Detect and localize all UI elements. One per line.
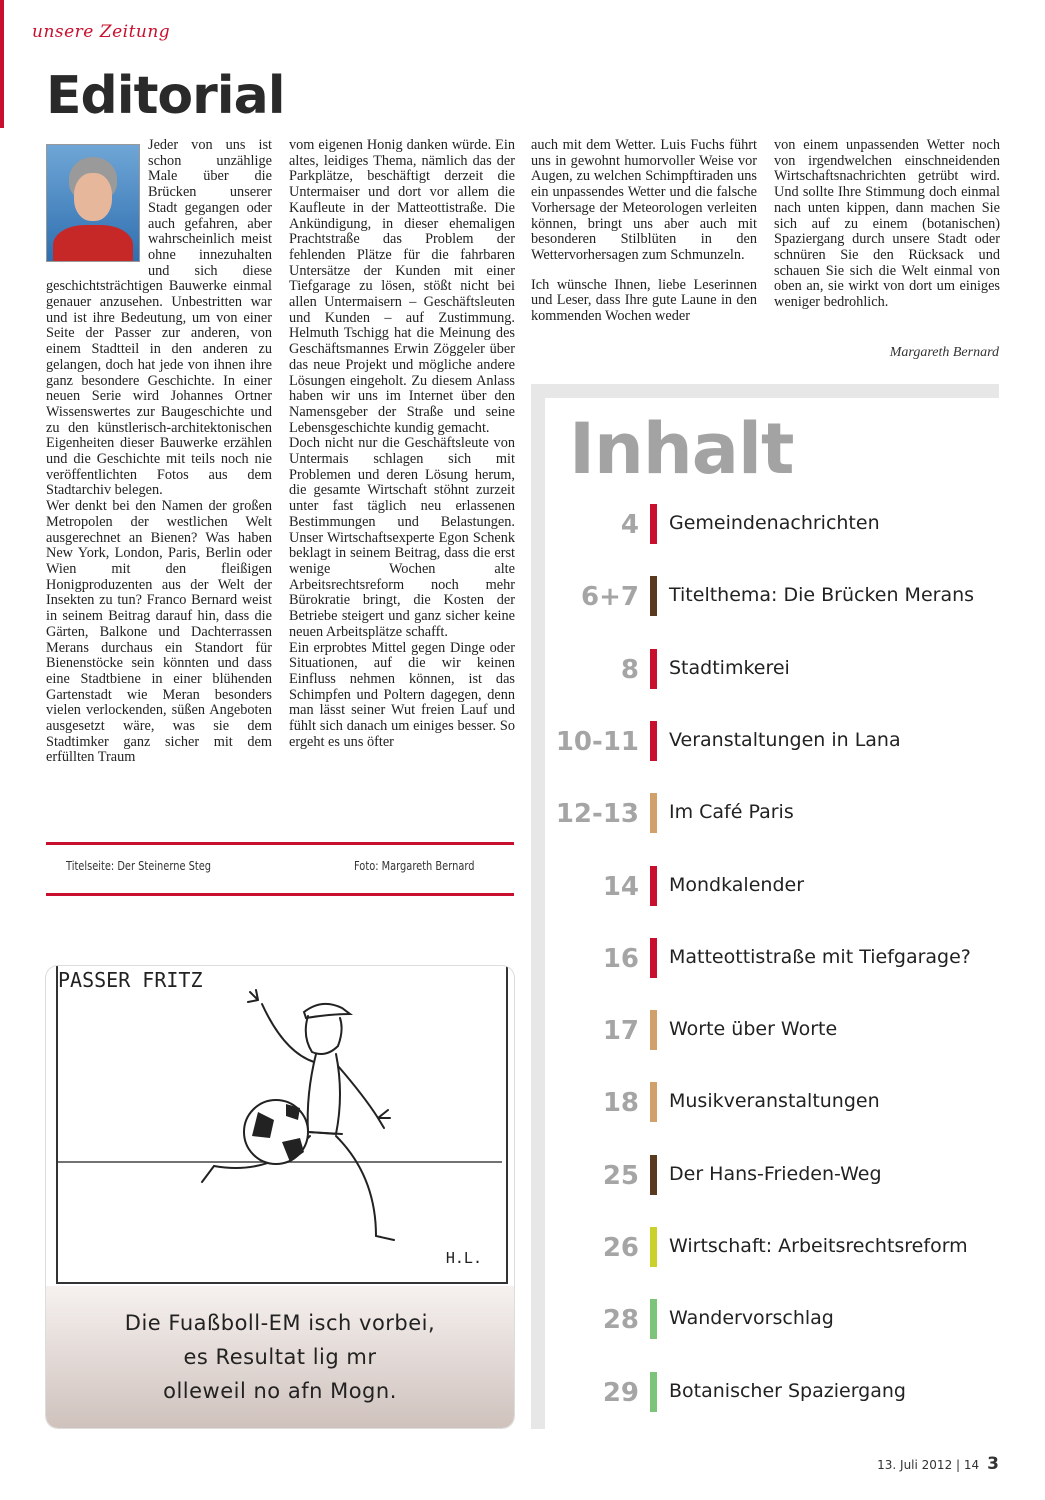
cartoon-caption-line: olleweil no afn Mogn. (163, 1379, 397, 1403)
toc-color-bar (650, 938, 657, 978)
toc-item[interactable] (545, 576, 999, 616)
brand-logo: unsere Zeitung (32, 22, 171, 42)
toc-label: Botanischer Spaziergang (669, 1379, 906, 1402)
editorial-paragraph: Ich wünsche Ihnen, liebe Leserinnen und Leser, dass Ihre gute Laune in den kommenden Wochen weder (531, 276, 757, 325)
editorial-paragraph: auch mit dem Wetter. Luis Fuchs führt uns in gewohnt humorvoller Weise vor Augen, zu welchen Schimpftiraden uns ein unpassendes Wetter und die falsche Vorhersage der Meteorologen verleiten können, bringt uns aber auch mit besonderen Stilblüten in den Wettervorhersagen zum Schmunzeln. (531, 137, 757, 263)
toc-item[interactable] (545, 1372, 999, 1412)
toc-page-number: 8 (620, 654, 639, 685)
toc-item[interactable] (545, 866, 999, 906)
toc-item[interactable] (545, 721, 999, 761)
cartoon-caption (46, 1286, 514, 1428)
toc-label: Titelthema: Die Brücken Merans (669, 584, 975, 607)
cover-caption: Titelseite: Der Steinerne Steg (66, 859, 212, 873)
cartoon-drawing (46, 966, 514, 1286)
table-of-contents (531, 384, 999, 1429)
editorial-column-3 (531, 138, 757, 325)
toc-item[interactable] (545, 1227, 999, 1267)
toc-item[interactable] (545, 1155, 999, 1195)
cartoon-initials: H.L. (445, 1249, 482, 1267)
toc-label: Mondkalender (669, 873, 805, 896)
toc-item[interactable] (545, 793, 999, 833)
toc-page-number: 29 (602, 1377, 639, 1408)
toc-page-number: 10-11 (555, 726, 639, 757)
toc-page-number: 6+7 (581, 582, 639, 613)
editorial-paragraph: Doch nicht nur die Geschäftsleute von Untermais schlagen sich mit Problemen und deren Lösung herum, die gesamte Wirtschaft stöhnt zurzeit unter fast täglich neu erlassenen Bestimmungen und Belastungen. Unser Wirtschaftsexperte Egon Schenk beklagt in seinem Beitrag, dass die erst wenige Wochen alte Arbeitsrechtsreform noch mehr Bürokratie bringt, die Kosten der Betriebe steigert und ganz sicher keine neuen Arbeitsplätze schafft. (289, 435, 515, 640)
toc-color-bar (650, 721, 657, 761)
toc-page-number: 16 (602, 943, 639, 974)
cartoon-title: PASSER FRITZ (58, 968, 203, 992)
toc-color-bar (650, 1010, 657, 1050)
toc-item[interactable] (545, 1299, 999, 1339)
page-title: Editorial (46, 66, 285, 126)
toc-color-bar (650, 1372, 657, 1412)
toc-color-bar (650, 866, 657, 906)
editorial-column-1 (46, 138, 272, 766)
toc-page-number: 28 (602, 1305, 639, 1336)
cartoon-caption-line: es Resultat lig mr (183, 1345, 377, 1369)
editorial-paragraph: Ein erprobtes Mittel gegen Dinge oder Situationen, auf die wir keinen Einfluss nehmen können, ist das Schimpfen und Poltern dagegen, denn man lässt seiner Wut freien Lauf und fühlt sich danach um einiges besser. So ergeht es uns öfter (289, 639, 515, 750)
editorial-paragraph: Jeder von uns ist schon unzählige Male über die Brücken unserer Stadt gegangen oder auch gefahren, aber wahrscheinlich meist ohne innezuhalten und sich diese geschichtsträchtigen Bauwerke einmal genauer anzusehen. Unbestritten war und ist ihre Bedeutung, um von einer Seite der Passer zur anderen, von einem Stadtteil in den anderen zu gelangen, doch hat jede von ihnen ihre ganz besondere Geschichte. In einer neuen Serie wird Johannes Ortner Wissenswertes zur Baugeschichte und zu den künstlerisch-architektonischen Eigenheiten dieser Bauwerke erzählen und die Geschichte mit teils noch nie veröffentlichten Fotos aus dem Stadtarchiv belegen. (46, 137, 272, 499)
author-photo (46, 144, 140, 262)
toc-label: Musikveranstaltungen (669, 1090, 880, 1113)
toc-label: Worte über Worte (669, 1018, 838, 1041)
toc-item[interactable] (545, 504, 999, 544)
toc-item[interactable] (545, 938, 999, 978)
toc-label: Der Hans-Frieden-Weg (669, 1162, 882, 1185)
page-number: 3 (987, 1454, 999, 1474)
toc-title: Inhalt (569, 408, 794, 490)
toc-color-bar (650, 793, 657, 833)
red-margin-bar (0, 0, 4, 128)
toc-color-bar (650, 1082, 657, 1122)
toc-label: Wirtschaft: Arbeitsrechtsreform (669, 1235, 968, 1257)
toc-page-number: 25 (602, 1160, 639, 1191)
editorial-signature: Margareth Bernard (889, 345, 999, 360)
editorial-column-4 (774, 138, 1000, 311)
editorial-paragraph: vom eigenen Honig danken würde. Ein altes, leidiges Thema, nämlich das der Parkplätze, beschäftigt derzeit die Untermaiser und dort vor allem die Kaufleute in der Matteottistraße. Die Ankündigung, in dieser ehemaligen Prachtstraße das Problem der fehlenden Plätze für die fahrbaren Untersätze der Kunden mit einer Tiefgarage zu lösen, stößt nicht bei allen Untermaisern – Geschäftsleuten und Kunden – auf Zustimmung. Helmuth Tschigg hat die Meinung des Geschäftsmannes Erwin Zöggeler über das neue Projekt und mögliche andere Lösungen eingeholt. Zu diesem Anlass haben wir uns im Internet über den Namensgeber der Straße und seine Lebensgeschichte kundig gemacht. (289, 137, 515, 436)
editorial-paragraph: von einem unpassenden Wetter noch von irgendwelchen einschneidenden Wirtschaftsnachrichten getrübt wird. Und sollte Ihre Stimmung doch einmal nach unten kippen, dann machen Sie sich auf zu einem (botanischen) Spaziergang durch unsere Stadt oder schnüren Sie den Rücksack und schauen Sie sich die Welt einmal von oben an, sie wirkt von dort um einiges weniger bedrohlich. (774, 137, 1000, 311)
toc-page-number: 4 (620, 510, 639, 540)
toc-label: Wandervorschlag (669, 1307, 834, 1330)
toc-color-bar (650, 1227, 657, 1267)
toc-page-number: 18 (602, 1088, 639, 1119)
editorial-column-2 (289, 138, 515, 750)
toc-page-number: 26 (602, 1233, 639, 1263)
cover-caption-box (46, 842, 514, 896)
toc-label: Matteottistraße mit Tiefgarage? (669, 945, 971, 968)
issue-date: 13. Juli 2012 | 14 (877, 1458, 980, 1472)
toc-item[interactable] (545, 649, 999, 689)
toc-item[interactable] (545, 1082, 999, 1122)
toc-item[interactable] (545, 1010, 999, 1050)
toc-page-number: 17 (602, 1016, 639, 1047)
toc-color-bar (650, 1299, 657, 1339)
toc-page-number: 12-13 (555, 799, 639, 830)
toc-color-bar (650, 649, 657, 689)
toc-label: Im Café Paris (669, 801, 794, 824)
toc-page-number: 14 (602, 871, 639, 902)
toc-label: Gemeindenachrichten (669, 512, 880, 534)
editorial-paragraph: Wer denkt bei den Namen der großen Metropolen der westlichen Welt ausgerechnet an Bienen? Was haben New York, London, Paris, Berlin oder Wien mit den fleißigen Honigproduzenten aus der Welt der Insekten zu tun? Franco Bernard weist in seinem Beitrag darauf hin, dass die Gärten, Balkone und Dachterrassen Merans durchaus ein Standort für Bienenstöcke sein könnten und dass eine Stadtbiene in einer blühenden Gartenstadt wie Meran besonders vielen verlockenden, süßen Angeboten ausgesetzt wäre, was sie dem Stadtimker ganz sicher mit dem erfüllten Traum (46, 498, 272, 766)
cartoon-caption-line: Die Fuaßboll-EM isch vorbei, (124, 1311, 436, 1335)
toc-label: Veranstaltungen in Lana (669, 728, 901, 751)
toc-color-bar (650, 1155, 657, 1195)
cartoon-passer-fritz (46, 966, 514, 1428)
toc-label: Stadtimkerei (669, 656, 790, 679)
toc-color-bar (650, 576, 657, 616)
photo-credit: Foto: Margareth Bernard (354, 859, 475, 873)
page-footer (877, 1454, 999, 1474)
toc-color-bar (650, 504, 657, 544)
